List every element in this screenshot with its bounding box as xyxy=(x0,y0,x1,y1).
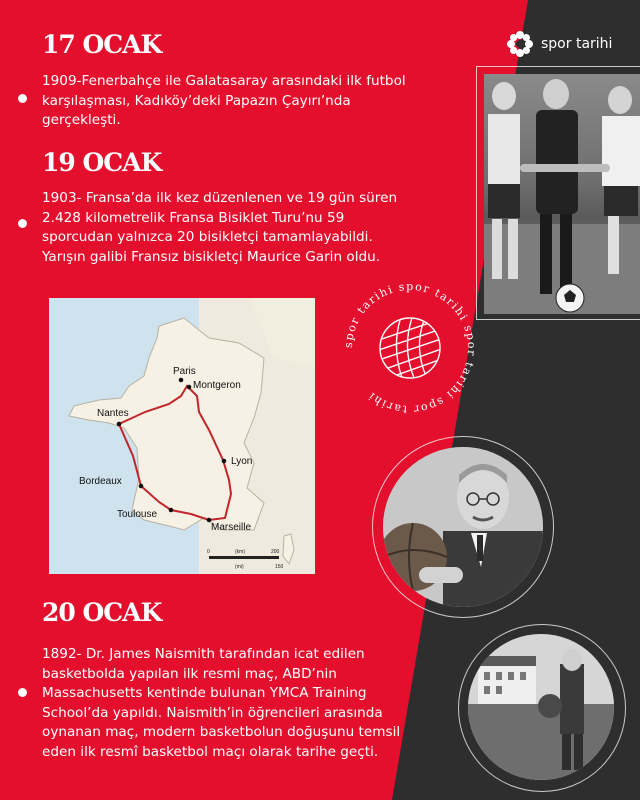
city-label-nantes: Nantes xyxy=(97,408,129,419)
city-label-paris: Paris xyxy=(173,366,196,377)
city-label-marseille: Marseille xyxy=(211,522,252,533)
stamp-ring-text: spor tarihi spor tarihi spor tarihi spor tarihi xyxy=(341,279,479,417)
city-dot-toulouse xyxy=(169,508,174,513)
football-handshake-photo xyxy=(484,74,640,314)
event-text-1903 xyxy=(42,189,397,267)
text-line: gerçekleşti. xyxy=(42,112,121,128)
spor-tarihi-stamp xyxy=(340,278,480,418)
scale-zero: 0 xyxy=(207,549,210,555)
city-label-bordeaux: Bordeaux xyxy=(79,476,122,487)
event-text-1909 xyxy=(42,72,406,131)
bullet-dot xyxy=(18,688,27,697)
ball-icon xyxy=(370,316,450,381)
text-line: Massachusetts kentinde bulunan YMCA Training xyxy=(42,685,367,701)
basketball-field-svg xyxy=(468,634,614,780)
text-line: School’da yapıldı. Naismith’in öğrencileri arasında xyxy=(42,704,383,721)
naismith-portrait-photo xyxy=(383,447,543,607)
basketball-field-photo xyxy=(468,634,614,780)
scale-mi-value: 150 xyxy=(275,564,284,570)
city-label-toulouse: Toulouse xyxy=(117,509,158,520)
text-line: 1909-Fenerbahçe ile Galatasaray arasındaki ilk futbol xyxy=(42,73,406,89)
city-dot-montgeron xyxy=(187,385,192,390)
text-line: 2.428 kilometrelik Fransa Bisiklet Turu’nu 59 xyxy=(42,209,345,226)
city-label-montgeron: Montgeron xyxy=(193,380,241,391)
bullet-dot xyxy=(18,94,27,103)
scale-km-value: 200 xyxy=(271,549,280,555)
city-dot-lyon xyxy=(222,459,227,464)
text-line: oynanan maç, modern basketbolun doğuşunu temsil xyxy=(42,724,401,740)
city-dot-bordeaux xyxy=(139,484,144,489)
brand-name: spor tarihi xyxy=(541,36,613,52)
bullet-dot xyxy=(18,219,27,228)
event-text-1892 xyxy=(42,645,400,762)
france-route-svg xyxy=(49,298,315,574)
scale-mi-label: (mi) xyxy=(235,564,244,570)
scale-km-label: (km) xyxy=(235,549,245,555)
section-heading-20-ocak: 20 OCAK xyxy=(42,598,162,627)
scale-bar xyxy=(209,556,279,559)
text-line: karşılaşması, Kadıköy’deki Papazın Çayırı’nda xyxy=(42,92,351,109)
city-dot-paris xyxy=(179,378,184,383)
text-line: basketbolda yapılan ilk resmi maç, ABD’nin xyxy=(42,665,337,682)
text-line: sporcudan yalnızca 20 bisikletçi tamamlayabildi. xyxy=(42,229,373,245)
text-line: 1892- Dr. James Naismith tarafından icat edilen xyxy=(42,646,365,662)
tour-de-france-map xyxy=(49,298,315,574)
brand-logo xyxy=(506,30,612,58)
section-heading-19-ocak: 19 OCAK xyxy=(42,148,162,177)
city-label-lyon: Lyon xyxy=(231,456,253,467)
naismith-portrait-svg xyxy=(383,447,543,607)
football-scene-svg xyxy=(484,74,640,314)
asterisk-flower-icon xyxy=(506,30,534,58)
city-dot-nantes xyxy=(117,422,122,427)
text-line: eden ilk resmî basketbol maçı olarak tarihe geçti. xyxy=(42,743,379,760)
text-line: 1903- Fransa’da ilk kez düzenlenen ve 19 gün süren xyxy=(42,190,398,206)
text-line: Yarışın galibi Fransız bisikletçi Maurice Garin oldu. xyxy=(42,248,381,265)
section-heading-17-ocak: 17 OCAK xyxy=(42,30,162,59)
